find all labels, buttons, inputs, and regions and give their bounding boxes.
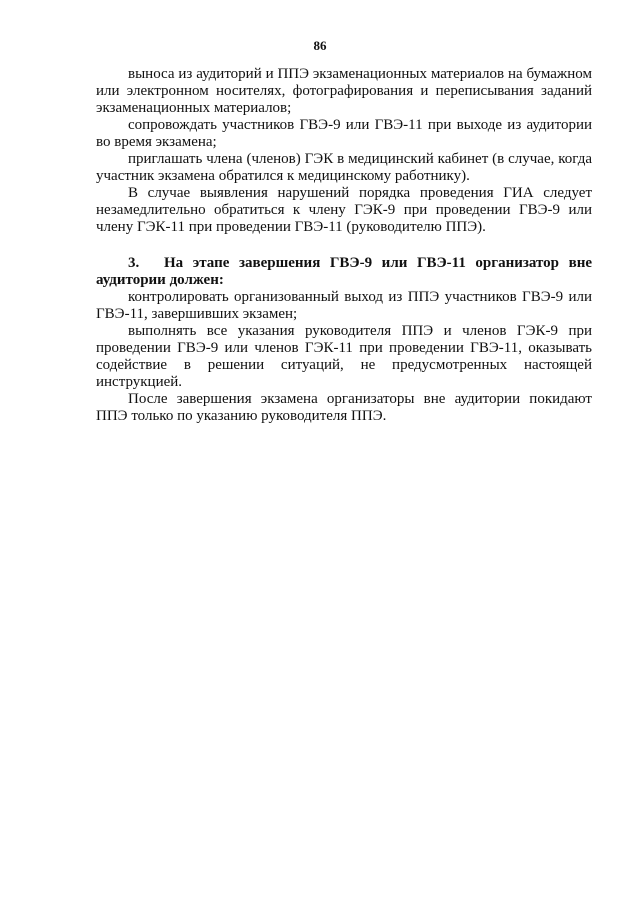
page-body (96, 66, 592, 425)
paragraph: После завершения экзамена организаторы вне аудитории покидают ППЭ только по указанию руководителя ППЭ. (96, 391, 592, 424)
paragraph: приглашать члена (членов) ГЭК в медицинский кабинет (в случае, когда участник экзамена обратился к медицинскому работнику). (96, 151, 592, 184)
paragraph: контролировать организованный выход из ППЭ участников ГВЭ-9 или ГВЭ-11, завершивших экзамен; (96, 289, 592, 322)
page-number: 86 (313, 38, 327, 53)
paragraph: сопровождать участников ГВЭ-9 или ГВЭ-11 при выходе из аудитории во время экзамена; (96, 117, 592, 150)
section-spacer (96, 236, 592, 255)
paragraph: В случае выявления нарушений порядка проведения ГИА следует незамедлительно обратиться к члену ГЭК-9 при проведении ГВЭ-9 или члену ГЭК-11 при проведении ГВЭ-11 (руководителю ППЭ). (96, 185, 592, 235)
section-heading-text: На этапе завершения ГВЭ-9 или ГВЭ-11 организатор вне аудитории должен: (96, 255, 592, 288)
paragraph: выноса из аудиторий и ППЭ экзаменационных материалов на бумажном или электронном носителях, фотографирования и переписывания заданий экзаменационных материалов; (96, 66, 592, 116)
section-heading (96, 255, 592, 289)
paragraph: выполнять все указания руководителя ППЭ и членов ГЭК-9 при проведении ГВЭ-9 или членов ГЭК-11 при проведении ГВЭ-11, оказывать содействие в решении ситуаций, не предусмотренных настоящей инструкцией. (96, 323, 592, 390)
section-number: 3. (128, 255, 140, 271)
